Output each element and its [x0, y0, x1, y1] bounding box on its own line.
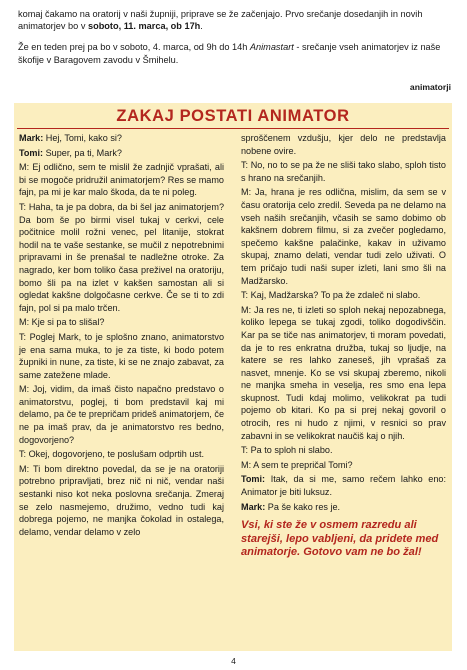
dialogue-text: M: Ej odlično, sem te mislil že zadnjič vprašati, ali bi se mogoče pridružil animatorjem? Res se mamo fajn, pa mi je kar malo škoda, da te ni poleg. [19, 162, 224, 198]
dialogue-line [19, 463, 224, 539]
signature: animatorji [409, 82, 451, 92]
dialogue-line [19, 147, 224, 160]
intro-paragraph-2: Že en teden prej pa bo v soboto, 4. marca, od 9h do 14h Animastart - srečanje vseh animatorjev iz naše škofije v Baragovem zavodu v Šmihelu. [18, 42, 441, 65]
intro-text [18, 8, 450, 66]
speaker-name: Tomi: [241, 474, 266, 485]
dialogue-text: Pa še kako res je. [265, 501, 341, 512]
dialogue-line [241, 132, 446, 157]
dialogue-text: M: Joj, vidim, da imaš čisto napačno predstavo o animatorstvu, poglej, ti bom predstavil kaj mi delamo, pa če te prepričam prideš animatorjem, če ne pa imaš prav, da je animatorstvo res bedno, dogovorjeno? [19, 384, 224, 445]
article-column-left [19, 132, 224, 540]
dialogue-text: M: A sem te prepričal Tomi? [241, 459, 353, 470]
dialogue-text: M: Kje si pa to slišal? [19, 317, 105, 328]
dialogue-text: sproščenem vzdušju, kjer delo ne predstavlja nobene ovire. [241, 133, 446, 156]
dialogue-text: M: Ti bom direktno povedal, da se je na oratoriji potrebno pripravljati, brez nič ni nič, vendar naši sestanki niso kot neka poslovna srečanja. Zmeraj se zelo nasmejemo, družimo, vedno tudi kaj dobrega pojemo, ne manjka čokolad in ostalega, delamo, vendar delamo v zelo [19, 463, 224, 537]
dialogue-line [241, 473, 446, 498]
dialogue-line [19, 383, 224, 446]
speaker-name: Mark: [19, 133, 44, 143]
dialogue-text: Itak, da si me, samo rečem lahko eno: Animator je biti luksuz. [241, 474, 446, 498]
dialogue-line [241, 501, 446, 514]
dialogue-line [19, 331, 224, 381]
dialogue-line [19, 448, 224, 461]
dialogue-line [19, 201, 224, 314]
dialogue-line [241, 459, 446, 472]
dialogue-line [241, 289, 446, 302]
speaker-name: Tomi: [19, 147, 44, 158]
dialogue-text: T: Kaj, Madžarska? To pa že zdaleč ni slabo. [241, 290, 421, 301]
article-column-right [241, 132, 446, 560]
intro-paragraph-1: komaj čakamo na oratorij v naši župniji, priprave se že začenjajo. Prvo srečanje dosedanjih in novih animatorjev bo v soboto, 11. marca, ob 17h. [18, 9, 423, 32]
dialogue-text: T: Poglej Mark, to je splošno znano, animatorstvo je ena sama muka, to je za tiste, ki bodo potem župniki in nune, za tiste, ki se ne znajo zabavat, za same zatežene mlade. [19, 331, 224, 380]
dialogue-text: T: Okej, dogovorjeno, te poslušam odprtih ust. [19, 449, 205, 460]
dialogue-text: M: Ja, hrana je res odlična, mislim, da sem se v času oratorija celo zredil. Seveda pa ne delamo na vseh naših srečanjih, včasih se samo dobimo ob kakšnem dobrem filmu, si za zvečer pogledamo, spečemo kakšne palačinke, kakav in uživamo skupaj, znamo delati, vendar tudi zelo uživati. O tem pričajo tudi naši super izleti, lani smo šli na Madžarsko. [241, 187, 446, 286]
page-number: 4 [231, 656, 236, 666]
call-to-action: Vsi, ki ste že v osmem razredu ali starejši, lepo vabljeni, da pridete med animatorje. Gotovo vam ne bo žal! [241, 519, 439, 559]
dialogue-text: M: Ja res ne, ti izleti so sploh nekaj nepozabnega, koliko lepega se tukaj zgodi, toliko dogodivščin. Kar pa se tiče nas animatorjev, ti moram povedati, da je to res enkratna družba, tukaj so ljudje, na katere se res lahko zaneseš, jih vprašaš za nasvet, mnenje. Ko se vsi skupaj zberemo, nikoli ne manjka smeha in veselja, res smo ena lepa skupnost. Tudi kdaj molimo, velikokrat pa tudi pojemo ob kitari. Ko pa si prej nekaj govoril o otrocih, res ni hudo z njimi, v resnici so prav zabavni in se velikokrat naučiš kaj o njih. [241, 304, 446, 441]
dialogue-line [241, 444, 446, 457]
dialogue-line [241, 159, 446, 184]
dialogue-line [19, 316, 224, 329]
dialogue-text: T: No, no to se pa že ne sliši tako slabo, sploh tisto s hrano na srečanjih. [241, 160, 446, 183]
dialogue-text: Super, pa ti, Mark? [43, 147, 122, 158]
dialogue-text: T: Pa to sploh ni slabo. [241, 445, 333, 456]
event-name: Animastart [249, 42, 294, 53]
dialogue-line [19, 161, 224, 199]
article-title: ZAKAJ POSTATI ANIMATOR [116, 107, 350, 125]
dialogue-line [241, 186, 446, 287]
dialogue-text: T: Haha, ta je pa dobra, da bi šel jaz animatorjem? Da bom še po birmi visel tukaj v cerkvi, cele počitnice molil rožni venec, pel litanije, stokrat hodil na te vaše sestanke, se mučil z nepotrebnimi pripravami in še prenašal te nadležne otroke. Za nagrado, ker bom toliko časa preživel na oratoriju, bomo šli pa na izlet v kakšen samostan ali si ogledat kakšne dolgočasne cerkve. Če se ti to zdi fajn, pol si pa malo trčen. [19, 201, 224, 313]
meeting-date: soboto, 11. marca, ob 17h [87, 21, 201, 32]
speaker-name: Mark: [241, 501, 266, 512]
title-underline [17, 128, 449, 129]
dialogue-line [19, 132, 224, 145]
dialogue-text: Hej, Tomi, kako si? [43, 133, 122, 143]
dialogue-line [241, 304, 446, 443]
